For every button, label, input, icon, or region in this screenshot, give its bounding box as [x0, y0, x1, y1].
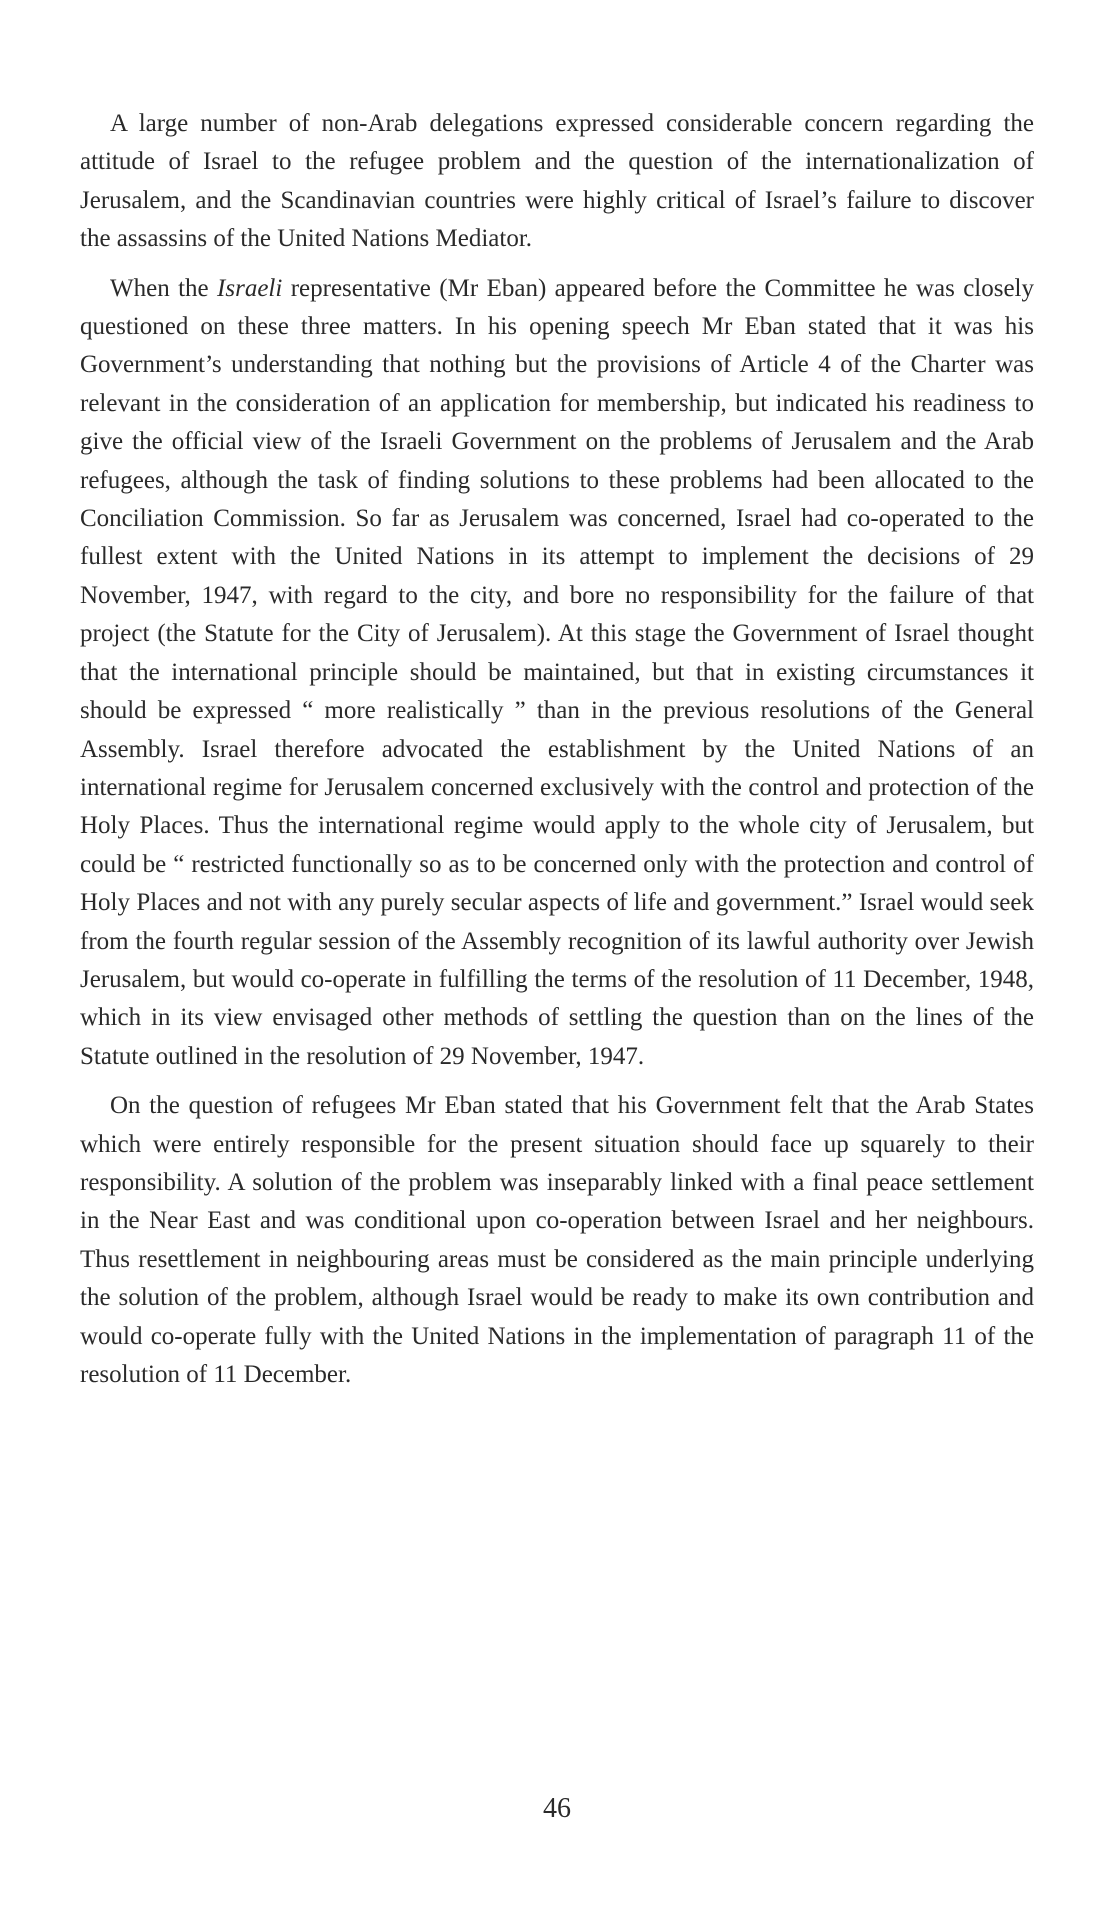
- paragraph-2-text-rest: representative (Mr Eban) appeared before the Committee he was closely questioned on these three matters. In his opening speech Mr Eban stated that it was his Government’s understanding that nothing but the provisions of Article 4 of the Charter was relevant in the consideration of an application for membership, but indicated his readiness to give the official view of the Israeli Government on the problems of Jerusalem and the Arab refugees, although the task of finding solutions to these problems had been allocated to the Conciliation Commission. So far as Jerusalem was concerned, Israel had co-operated to the fullest extent with the United Nations in its attempt to implement the decisions of 29 November, 1947, with regard to the city, and bore no responsibility for the failure of that project (the Statute for the City of Jerusalem). At this stage the Government of Israel thought that the international principle should be maintained, but that in existing circumstances it should be expressed “ more realistically ” than in the previous resolutions of the General Assembly. Israel therefore advocated the establishment by the United Nations of an international regime for Jerusalem concerned exclusively with the control and protection of the Holy Places. Thus the international regime would apply to the whole city of Jerusalem, but could be “ restricted functionally so as to be concerned only with the protection and control of Holy Places and not with any purely secular aspects of life and government.” Israel would seek from the fourth regular session of the Assembly recognition of its lawful authority over Jewish Jerusalem, but would co-operate in fulfilling the terms of the resolution of 11 December, 1948, which in its view envisaged other methods of settling the question than on the lines of the Statute outlined in the resolution of 29 November, 1947.: [80, 274, 1035, 1070]
- paragraph-2-text-start: When the: [110, 274, 218, 302]
- page-number: 46: [543, 1793, 571, 1824]
- paragraph-3-text: On the question of refugees Mr Eban stated that his Government felt that the Arab States which were entirely responsible for the present situation should face up squarely to their responsibility. A solution of the problem was inseparably linked with a final peace settlement in the Near East and was conditional upon co-operation between Israel and her neighbours. Thus resettlement in neighbouring areas must be considered as the main principle underlying the solution of the problem, although Israel would be ready to make its own contribution and would co-operate fully with the United Nations in the implementation of paragraph 11 of the resolution of 11 December.: [80, 1092, 1034, 1388]
- paragraph-3: [80, 1087, 1034, 1394]
- paragraph-2-italic-israeli: Israeli: [217, 274, 283, 302]
- paragraph-1: [80, 105, 1034, 259]
- paragraph-2: [80, 270, 1034, 1077]
- paragraph-1-text: A large number of non-Arab delegations expressed considerable concern regarding the attitude of Israel to the refugee problem and the question of the internationalization of Jerusalem, and the Scandinavian countries were highly critical of Israel’s failure to discover the assassins of the United Nations Mediator.: [80, 110, 1034, 253]
- body-text: [80, 105, 1034, 1394]
